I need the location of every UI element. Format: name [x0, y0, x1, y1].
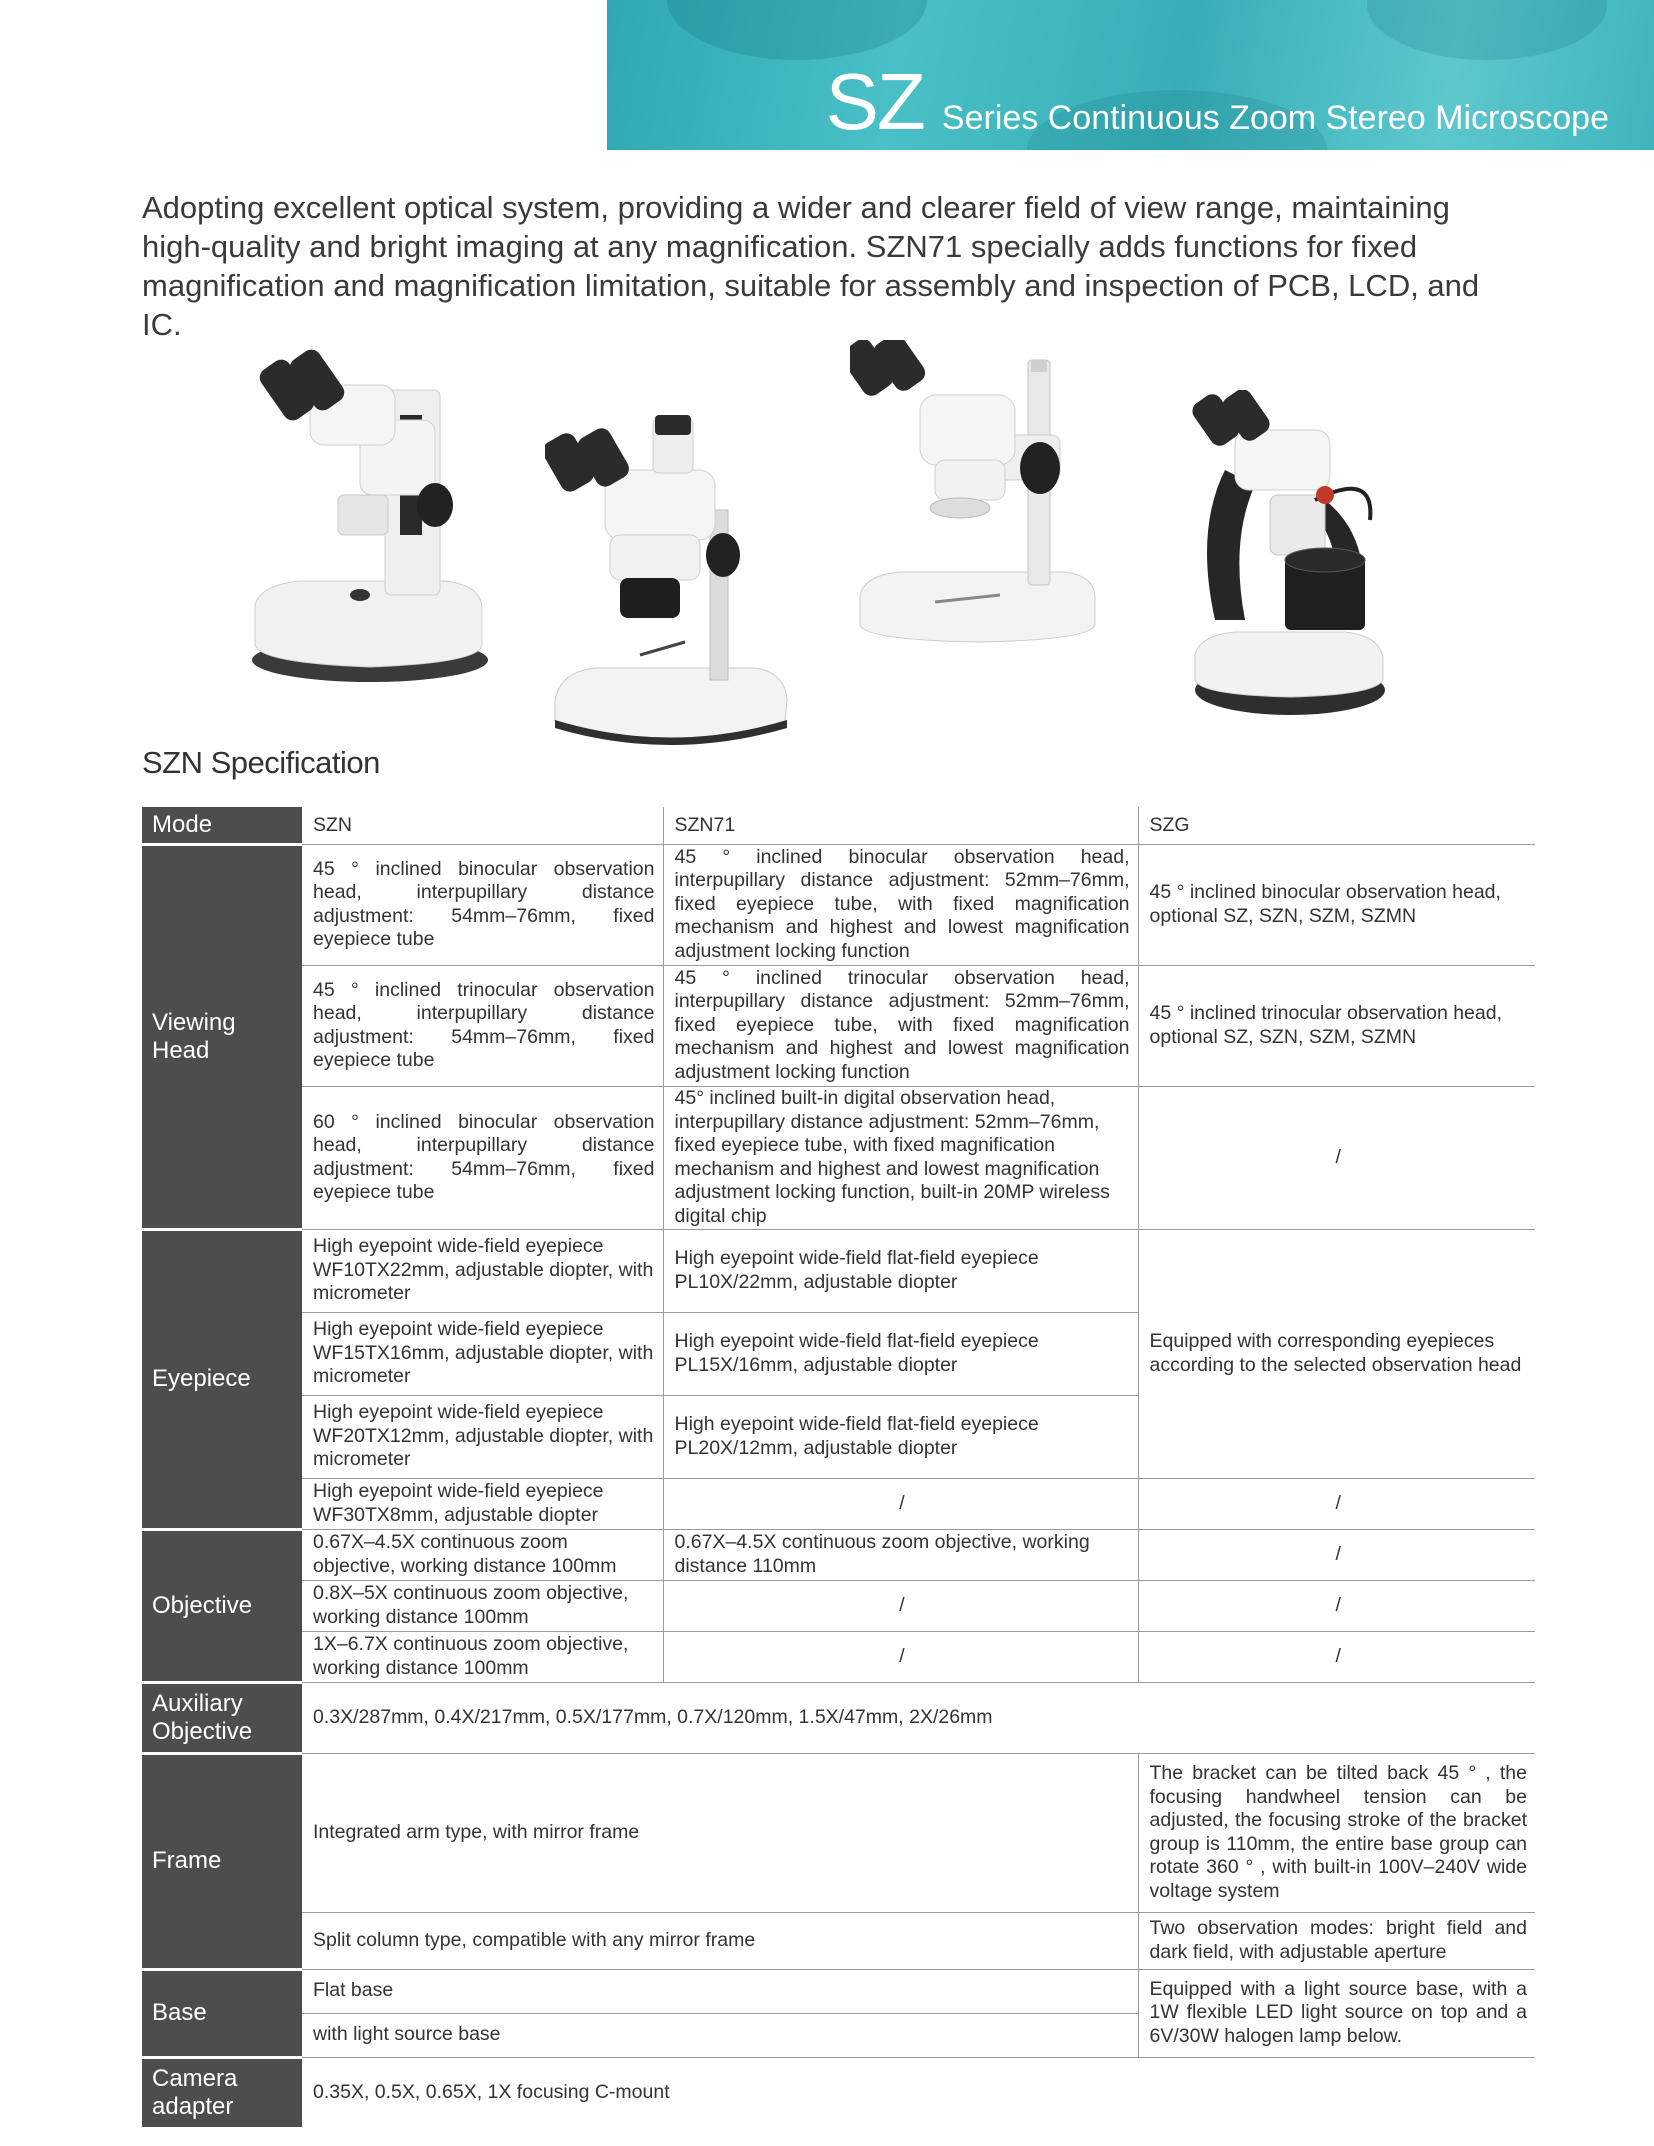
banner-decoration: [1367, 0, 1607, 60]
table-cell: High eyepoint wide-field eyepiece WF20TX12mm, adjustable diopter, with micrometer: [302, 1395, 663, 1478]
table-row: [142, 844, 1535, 965]
table-cell: 45 ° inclined binocular observation head, interpupillary distance adjustment: 52mm–76mm, fixed eyepiece tube, with fixed magnification mechanism and highest and lowest magnification adjustment locking function: [663, 844, 1138, 965]
banner-title: [825, 57, 1609, 146]
table-cell: 45° inclined built-in digital observation head, interpupillary distance adjustment: 52mm–76mm, fixed eyepiece tube, with fixed magnification mechanism and highest and lowest magnification adjustment locking function, built-in 20MP wireless digital chip: [663, 1086, 1138, 1229]
header-banner: [607, 0, 1654, 150]
table-cell: 0.3X/287mm, 0.4X/217mm, 0.5X/177mm, 0.7X/120mm, 1.5X/47mm, 2X/26mm: [302, 1682, 1535, 1753]
table-cell: Two observation modes: bright field and dark field, with adjustable aperture: [1138, 1912, 1535, 1969]
table-cell: Split column type, compatible with any mirror frame: [302, 1912, 1138, 1969]
model-header: SZN71: [663, 807, 1138, 844]
table-cell: 45 ° inclined binocular observation head, optional SZ, SZN, SZM, SZMN: [1138, 844, 1535, 965]
table-cell: Flat base: [302, 1969, 1138, 2013]
table-cell: High eyepoint wide-field eyepiece WF10TX22mm, adjustable diopter, with micrometer: [302, 1229, 663, 1312]
table-row: [142, 1478, 1535, 1529]
table-cell: /: [1138, 1580, 1535, 1631]
table-cell: High eyepoint wide-field flat-field eyepiece PL15X/16mm, adjustable diopter: [663, 1312, 1138, 1395]
row-label: Camera adapter: [142, 2057, 302, 2128]
row-label: Objective: [142, 1529, 302, 1682]
stereo-microscope-arm-stand-icon: [240, 345, 490, 685]
row-label: Mode: [142, 807, 302, 844]
table-cell: 0.8X–5X continuous zoom objective, working distance 100mm: [302, 1580, 663, 1631]
table-cell: /: [663, 1631, 1138, 1682]
table-row: [142, 1529, 1535, 1580]
table-cell: The bracket can be tilted back 45 ° , the focusing handwheel tension can be adjusted, the focusing stroke of the bracket group is 110mm, the entire base group can rotate 360 ° , with built-in 100V–240V wide voltage system: [1138, 1753, 1535, 1912]
table-row: [142, 1969, 1535, 2013]
model-header: SZG: [1138, 807, 1535, 844]
table-cell: 60 ° inclined binocular observation head, interpupillary distance adjustment: 54mm–76mm, fixed eyepiece tube: [302, 1086, 663, 1229]
spec-table: [142, 807, 1535, 2130]
table-cell: 1X–6.7X continuous zoom objective, working distance 100mm: [302, 1631, 663, 1682]
model-header: SZN: [302, 807, 663, 844]
table-cell: 0.35X, 0.5X, 0.65X, 1X focusing C-mount: [313, 2081, 670, 2103]
table-row: [142, 1631, 1535, 1682]
table-row: [142, 1580, 1535, 1631]
table-cell: High eyepoint wide-field flat-field eyepiece PL20X/12mm, adjustable diopter: [663, 1395, 1138, 1478]
table-cell: 45 ° inclined trinocular observation head, interpupillary distance adjustment: 52mm–76mm, fixed eyepiece tube, with fixed magnification mechanism and highest and lowest magnification adjustment locking function: [663, 965, 1138, 1086]
stereo-microscope-trinocular-icon: [545, 410, 795, 750]
table-cell: High eyepoint wide-field eyepiece WF15TX16mm, adjustable diopter, with micrometer: [302, 1312, 663, 1395]
series-subtitle: Series Continuous Zoom Stereo Microscope: [941, 99, 1609, 137]
table-cell: High eyepoint wide-field eyepiece WF30TX8mm, adjustable diopter: [302, 1478, 663, 1529]
table-cell: 45 ° inclined binocular observation head, interpupillary distance adjustment: 54mm–76mm, fixed eyepiece tube: [302, 844, 663, 965]
row-label: Viewing Head: [142, 844, 302, 1229]
table-row: [142, 2057, 1535, 2128]
gem-microscope-icon: [1175, 390, 1395, 730]
table-cell: /: [1138, 1478, 1535, 1529]
row-label: Base: [142, 1969, 302, 2057]
table-cell: 0.67X–4.5X continuous zoom objective, working distance 100mm: [302, 1529, 663, 1580]
spec-section-title: SZN Specification: [142, 745, 380, 780]
table-row: [142, 965, 1535, 1086]
table-cell: 0.67X–4.5X continuous zoom objective, working distance 110mm: [663, 1529, 1138, 1580]
table-cell: Equipped with a light source base, with a 1W flexible LED light source on top and a 6V/30W halogen lamp below.: [1138, 1969, 1535, 2057]
table-cell: 45 ° inclined trinocular observation head, interpupillary distance adjustment: 54mm–76mm, fixed eyepiece tube: [302, 965, 663, 1086]
table-cell: /: [663, 1580, 1138, 1631]
table-cell: /: [663, 1478, 1138, 1529]
table-cell: /: [1138, 1086, 1535, 1229]
table-cell: with light source base: [302, 2013, 1138, 2057]
table-row: [142, 1682, 1535, 1753]
series-name: SZ: [825, 57, 924, 146]
table-row: [142, 807, 1535, 844]
table-cell: /: [1138, 1631, 1535, 1682]
row-label: Auxiliary Objective: [142, 1682, 302, 1753]
table-cell: Integrated arm type, with mirror frame: [302, 1753, 1138, 1912]
table-cell: Equipped with corresponding eyepieces according to the selected observation head: [1138, 1229, 1535, 1478]
table-row: [142, 1753, 1535, 1912]
table-row: [142, 1086, 1535, 1229]
table-row: [142, 1229, 1535, 1312]
banner-decoration: [667, 0, 927, 60]
table-cell: High eyepoint wide-field flat-field eyepiece PL10X/22mm, adjustable diopter: [663, 1229, 1138, 1312]
stereo-microscope-pillar-stand-icon: [850, 340, 1100, 660]
table-cell: /: [1138, 1529, 1535, 1580]
row-label: Eyepiece: [142, 1229, 302, 1529]
table-row: [142, 1912, 1535, 1969]
intro-paragraph: Adopting excellent optical system, providing a wider and clearer field of view range, maintaining high-quality and bright imaging at any magnification. SZN71 specially adds functions for fixed magnification and magnification limitation, suitable for assembly and inspection of PCB, LCD, and IC.: [142, 190, 1480, 342]
row-label: Frame: [142, 1753, 302, 1969]
table-cell: 45 ° inclined trinocular observation head, optional SZ, SZN, SZM, SZMN: [1138, 965, 1535, 1086]
